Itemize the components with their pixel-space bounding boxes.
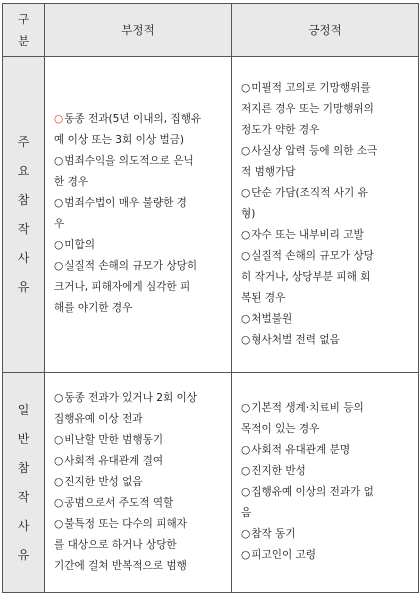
- side-label-char: 요: [17, 163, 30, 178]
- side-label-char: 사: [17, 250, 30, 265]
- positive-item: [241, 524, 412, 545]
- circle-bullet-icon: ○: [241, 549, 251, 561]
- header-row: [3, 4, 419, 57]
- item-text: 실질적 손해의 규모가 상당: [251, 249, 374, 262]
- side-label-general: [3, 373, 45, 593]
- item-text: 동종 전과(5년 이내의, 집행유: [64, 113, 202, 125]
- circle-bullet-icon: ○: [54, 496, 64, 509]
- positive-item: [241, 545, 412, 566]
- circle-bullet-icon: ○: [241, 465, 251, 477]
- circle-bullet-icon: ○: [241, 444, 251, 456]
- circle-bullet-icon: ○: [241, 312, 251, 325]
- side-label-char: 일: [17, 402, 30, 417]
- item-line: [241, 183, 412, 204]
- item-line: [54, 298, 225, 319]
- side-label-char: 주: [17, 134, 30, 149]
- header-category: [3, 4, 45, 57]
- item-line: [241, 524, 412, 545]
- item-text: 진지한 반성 없음: [64, 475, 143, 488]
- item-line: [54, 151, 225, 172]
- item-text: 사회적 유대관계 결여: [64, 454, 164, 467]
- item-line: [54, 388, 225, 409]
- circle-bullet-icon: ○: [54, 197, 64, 209]
- item-text: 크거나, 피해자에게 심각한 피: [54, 281, 191, 293]
- circle-bullet-icon: ○: [54, 239, 64, 251]
- circle-bullet-icon: ○: [54, 260, 64, 272]
- item-text: 자수 또는 내부비리 고발: [251, 228, 364, 241]
- negative-item: [54, 451, 225, 472]
- item-line: [241, 440, 412, 461]
- item-line: [241, 482, 412, 503]
- positive-item: [241, 440, 412, 461]
- item-line: [241, 419, 412, 440]
- item-line: [54, 130, 225, 151]
- item-line: [241, 288, 412, 309]
- item-text: 미필적 고의로 기망행위를: [251, 81, 371, 94]
- negative-item: [54, 256, 225, 319]
- item-line: [54, 214, 225, 235]
- item-line: [241, 225, 412, 246]
- item-text: 정도가 약한 경우: [241, 123, 320, 136]
- item-text: 히 작거나, 상당부분 피해 회: [241, 270, 371, 283]
- side-label-char: 참: [17, 460, 30, 475]
- item-text: 집행유예 이상의 전과가 없: [251, 486, 374, 498]
- item-text: 비난할 만한 범행동기: [64, 433, 164, 446]
- item-text: 공범으로서 주도적 역할: [64, 496, 174, 509]
- negative-item: [54, 430, 225, 451]
- positive-item: [241, 330, 412, 351]
- item-line: [54, 493, 225, 514]
- item-line: [241, 545, 412, 566]
- item-text: 참작 동기: [251, 528, 296, 540]
- item-line: [241, 267, 412, 288]
- item-line: [241, 120, 412, 141]
- circle-bullet-icon: ○: [241, 402, 251, 414]
- item-line: [241, 461, 412, 482]
- side-label-char: 유: [17, 279, 30, 294]
- main-positive-cell: [232, 57, 419, 373]
- header-category-line1: 구: [17, 12, 30, 26]
- item-text: 실질적 손해의 규모가 상당히: [64, 260, 198, 272]
- item-line: [54, 193, 225, 214]
- side-label-char: 반: [17, 431, 30, 446]
- circle-bullet-icon: ○: [54, 454, 64, 467]
- item-text: 범죄수익을 의도적으로 은닉: [64, 155, 194, 167]
- main-factors-row: [3, 57, 419, 373]
- item-text: 진지한 반성: [251, 465, 306, 477]
- circle-bullet-icon: ○: [54, 155, 64, 167]
- item-line: [54, 256, 225, 277]
- item-text: 동종 전과가 있거나 2회 이상: [64, 391, 198, 404]
- item-line: [241, 141, 412, 162]
- item-line: [54, 556, 225, 577]
- side-label-char: 작: [17, 489, 30, 504]
- item-line: [241, 398, 412, 419]
- item-line: [241, 78, 412, 99]
- circle-bullet-icon: ○: [241, 144, 251, 157]
- item-text: 처벌불원: [251, 312, 293, 325]
- item-text: 사회적 유대관계 분명: [251, 444, 351, 456]
- item-line: [54, 109, 225, 130]
- item-text: 해를 야기한 경우: [54, 302, 133, 314]
- item-line: [54, 451, 225, 472]
- item-text: 적 범행가담: [241, 165, 296, 178]
- item-line: [54, 472, 225, 493]
- circle-bullet-icon: ○: [241, 186, 251, 199]
- item-line: [54, 172, 225, 193]
- item-text: 저지른 경우 또는 기망행위의: [241, 102, 374, 115]
- header-positive: 긍정적: [232, 4, 419, 57]
- negative-item: [54, 388, 225, 430]
- item-line: [241, 330, 412, 351]
- item-text: 를 대상으로 하거나 상당한: [54, 538, 177, 551]
- general-negative-cell: [45, 373, 232, 593]
- item-text: 사실상 압력 등에 의한 소극: [251, 144, 378, 157]
- item-text: 불특정 또는 다수의 피해자: [64, 517, 187, 530]
- negative-item: [54, 472, 225, 493]
- item-line: [241, 309, 412, 330]
- circle-bullet-icon: ○: [54, 433, 64, 446]
- circle-bullet-icon: ○: [54, 113, 64, 125]
- side-label-char: 참: [17, 192, 30, 207]
- item-text: 한 경우: [54, 176, 89, 188]
- item-text: 복된 경우: [241, 291, 286, 304]
- item-text: 형사처벌 전력 없음: [251, 333, 340, 346]
- main-negative-cell: [45, 57, 232, 373]
- item-line: [241, 503, 412, 524]
- item-line: [54, 277, 225, 298]
- negative-item: [54, 493, 225, 514]
- positive-item: [241, 482, 412, 524]
- item-text: 단순 가담(조직적 사기 유: [251, 186, 368, 199]
- item-text: 기간에 걸쳐 반복적으로 범행: [54, 559, 187, 572]
- item-line: [54, 409, 225, 430]
- side-label-main: [3, 57, 45, 373]
- negative-item: [54, 193, 225, 235]
- general-positive-cell: [232, 373, 419, 593]
- side-label-char: 유: [17, 547, 30, 562]
- item-line: [54, 235, 225, 256]
- item-text: 예 이상 또는 3회 이상 벌금): [54, 134, 185, 146]
- item-text: 음: [241, 507, 252, 519]
- header-negative: 부정적: [45, 4, 232, 57]
- positive-item: [241, 246, 412, 309]
- side-label-char: 작: [17, 221, 30, 236]
- item-line: [54, 535, 225, 556]
- header-category-line2: 분: [17, 34, 30, 48]
- circle-bullet-icon: ○: [241, 528, 251, 540]
- negative-item: [54, 109, 225, 151]
- positive-item: [241, 225, 412, 246]
- item-line: [241, 204, 412, 225]
- item-line: [241, 99, 412, 120]
- item-text: 우: [54, 218, 65, 230]
- item-text: 목적이 있는 경우: [241, 423, 320, 435]
- circle-bullet-icon: ○: [241, 249, 251, 262]
- circle-bullet-icon: ○: [241, 228, 251, 241]
- item-line: [54, 430, 225, 451]
- item-text: 범죄수법이 매우 불량한 경: [64, 197, 187, 209]
- positive-item: [241, 78, 412, 141]
- circle-bullet-icon: ○: [54, 475, 64, 488]
- positive-item: [241, 141, 412, 183]
- item-line: [241, 162, 412, 183]
- item-line: [241, 246, 412, 267]
- item-text: 집행유예 이상 전과: [54, 412, 143, 425]
- circle-bullet-icon: ○: [241, 486, 251, 498]
- circle-bullet-icon: ○: [54, 517, 64, 530]
- negative-item: [54, 235, 225, 256]
- side-label-char: 사: [17, 518, 30, 533]
- positive-item: [241, 398, 412, 440]
- positive-item: [241, 309, 412, 330]
- negative-item: [54, 151, 225, 193]
- positive-item: [241, 183, 412, 225]
- item-text: 미합의: [64, 239, 95, 251]
- negative-item: [54, 514, 225, 577]
- positive-item: [241, 461, 412, 482]
- item-text: 기본적 생계·치료비 등의: [251, 402, 364, 414]
- item-text: 피고인이 고령: [251, 549, 317, 561]
- item-text: 형): [241, 207, 256, 220]
- general-factors-row: [3, 373, 419, 593]
- circle-bullet-icon: ○: [54, 391, 64, 404]
- circle-bullet-icon: ○: [241, 81, 251, 94]
- item-line: [54, 514, 225, 535]
- circle-bullet-icon: ○: [241, 333, 251, 346]
- sentencing-factors-table: [2, 3, 419, 593]
